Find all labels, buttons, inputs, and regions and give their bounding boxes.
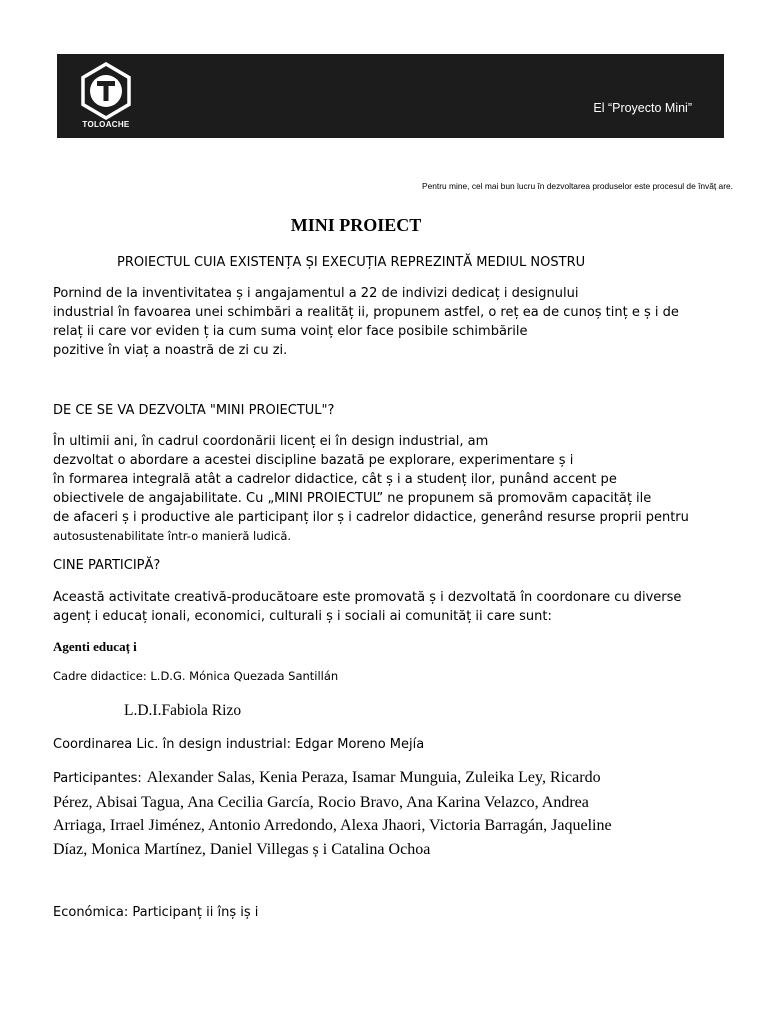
header-quote: Pentru mine, cel mai bun lucru în dezvoltarea produselor este procesul de învăț are. [422, 181, 733, 191]
teachers-line: Cadre didactice: L.D.G. Mónica Quezada Santillán [53, 669, 339, 683]
coordination-line: Coordinarea Lic. în design industrial: Edgar Moreno Mejía [53, 737, 425, 752]
who-line: agenț i educaț ionali, economici, culturali ș i sociali ai comunităț ii care sunt: [53, 609, 552, 624]
participants-paragraph [53, 766, 713, 861]
who-paragraph [53, 588, 681, 626]
why-heading: DE CE SE VA DEZVOLTA "MINI PROIECTUL"? [53, 403, 335, 418]
teacher-name: L.D.I.Fabiola Rizo [124, 702, 242, 719]
participants-line [53, 766, 713, 791]
why-line: dezvoltat o abordare a acestei discipline bazată pe explorare, experimentare ș i [53, 453, 574, 468]
intro-line: pozitive în viaț a noastră de zi cu zi. [53, 343, 288, 358]
logo-wordmark: TOLOACHE [82, 120, 130, 129]
why-line: obiectivele de angajabilitate. Cu „MINI PROIECTUL” ne propunem să promovăm capacităț ile [53, 491, 652, 506]
header-banner [57, 54, 724, 138]
banner-title: El “Proyecto Mini” [593, 101, 692, 115]
who-heading: CINE PARTICIPĂ? [53, 558, 161, 573]
intro-paragraph [53, 284, 679, 360]
document-subtitle: PROIECTUL CUIA EXISTENȚA ȘI EXECUȚIA REPREZINTĂ MEDIUL NOSTRU [117, 255, 586, 270]
intro-line: industrial în favoarea unei schimbări a realităț ii, propunem astfel, o reț ea de cunoș tinț e ș i de [53, 305, 679, 320]
participants-line: Arriaga, Irrael Jiménez, Antonio Arredondo, Alexa Jhaori, Victoria Barragán, Jaqueline [53, 817, 612, 834]
why-line: autosustenabilitate într-o manieră ludică. [53, 529, 292, 543]
why-line: În ultimii ani, în cadrul coordonării licenț ei în design industrial, am [53, 434, 489, 449]
participants-line: Díaz, Monica Martínez, Daniel Villegas ș i Catalina Ochoa [53, 840, 431, 858]
hexagon-t-logo-icon [77, 62, 135, 120]
why-line: în formarea integrală atât a cadrelor didactice, cât ș i a studenț ilor, punând accent pe [53, 472, 617, 487]
agents-heading: Agenti educaț i [53, 639, 137, 654]
who-line: Această activitate creativă-producătoare este promovată ș i dezvoltată în coordonare cu diverse [53, 590, 682, 605]
participants-label: Participantes: [53, 771, 142, 786]
document-title: MINI PROIECT [290, 215, 422, 235]
intro-line: Pornind de la inventivitatea ș i angajamentul a 22 de indivizi dedicaț i designului [53, 286, 579, 301]
economic-line: Económica: Participanț ii înș iș i [53, 905, 259, 920]
why-line: de afaceri ș i productive ale participanț ilor ș i cadrelor didactice, generând resurse proprii pentru [53, 510, 689, 525]
participants-names: Alexander Salas, Kenia Peraza, Isamar Munguia, Zuleika Ley, Ricardo [146, 769, 601, 786]
why-paragraph [53, 432, 689, 546]
intro-line: relaț ii care vor eviden ț ia cum suma voinț elor face posibile schimbările [53, 324, 528, 339]
participants-line: Pérez, Abisai Tagua, Ana Cecilia García, Rocio Bravo, Ana Karina Velazco, Andrea [53, 793, 589, 811]
